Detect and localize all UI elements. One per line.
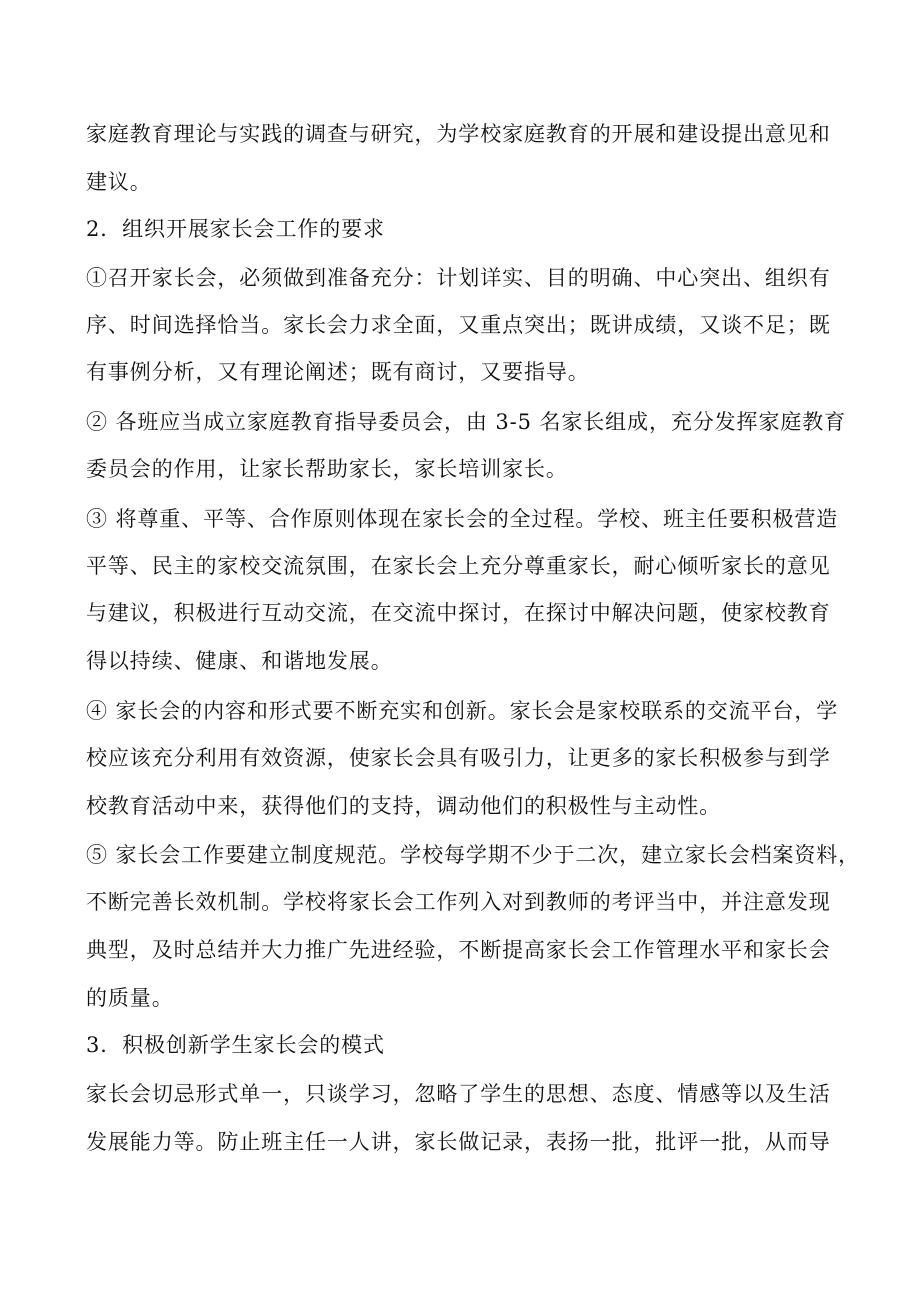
section-heading: 3．积极创新学生家长会的模式 <box>86 1033 385 1057</box>
text-line: 校应该充分利用有效资源，使家长会具有吸引力，让更多的家长积极参与到学 <box>86 746 831 770</box>
text-line: ③ 将尊重、平等、合作原则体现在家长会的全过程。学校、班主任要积极营造 <box>86 507 839 531</box>
text-line: 典型，及时总结并大力推广先进经验，不断提高家长会工作管理水平和家长会 <box>86 938 831 962</box>
text-line: 家庭教育理论与实践的调查与研究，为学校家庭教育的开展和建设提出意见和 <box>86 122 831 146</box>
text-line: 委员会的作用，让家长帮助家长，家长培训家长。 <box>86 457 568 481</box>
text-line: 建议。 <box>86 170 152 194</box>
text-line: 有事例分析，又有理论阐述；既有商讨，又要指导。 <box>86 360 590 384</box>
text-line: 得以持续、健康、和谐地发展。 <box>86 649 393 673</box>
text-line: ④ 家长会的内容和形式要不断充实和创新。家长会是家校联系的交流平台，学 <box>86 699 839 723</box>
text-line: 发展能力等。防止班主任一人讲，家长做记录，表扬一批，批评一批，从而导 <box>86 1130 831 1154</box>
text-line: 校教育活动中来，获得他们的支持，调动他们的积极性与主动性。 <box>86 794 722 818</box>
text-line: 的质量。 <box>86 986 174 1010</box>
text-line: ①召开家长会，必须做到准备充分：计划详实、目的明确、中心突出、组织有 <box>86 266 831 290</box>
text-line: 序、时间选择恰当。家长会力求全面，又重点突出；既讲成绩，又谈不足；既 <box>86 313 831 337</box>
text-line: 家长会切忌形式单一，只谈学习，忽略了学生的思想、态度、情感等以及生活 <box>86 1082 831 1106</box>
text-line: 平等、民主的家校交流氛围，在家长会上充分尊重家长，耐心倾听家长的意见 <box>86 554 831 578</box>
text-line: ② 各班应当成立家庭教育指导委员会，由 3-5 名家长组成，充分发挥家庭教育 <box>86 410 847 434</box>
text-line: 不断完善长效机制。学校将家长会工作列入对到教师的考评当中，并注意发现 <box>86 890 831 914</box>
section-heading: 2．组织开展家长会工作的要求 <box>86 217 385 241</box>
text-line: ⑤ 家长会工作要建立制度规范。学校每学期不少于二次，建立家长会档案资料， <box>86 843 861 867</box>
text-line: 与建议，积极进行互动交流，在交流中探讨，在探讨中解决问题，使家校教育 <box>86 601 831 625</box>
